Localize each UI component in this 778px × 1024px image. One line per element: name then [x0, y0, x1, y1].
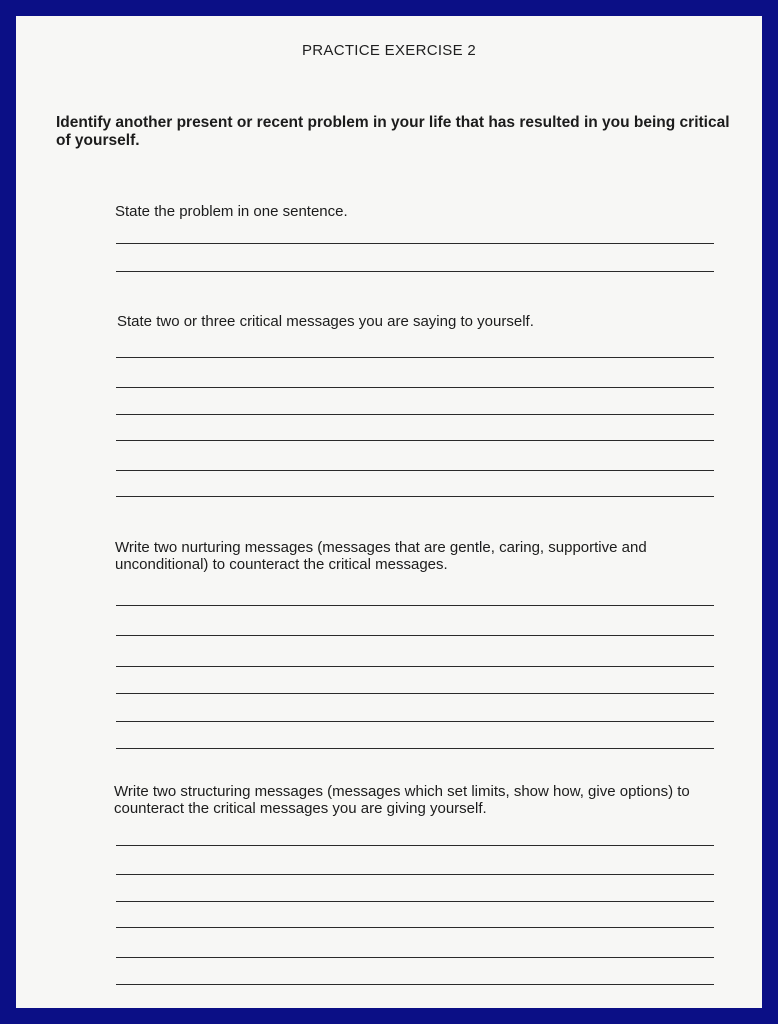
- answer-line[interactable]: [116, 605, 714, 606]
- answer-line[interactable]: [116, 874, 714, 875]
- answer-line[interactable]: [116, 748, 714, 749]
- answer-line[interactable]: [116, 271, 714, 272]
- worksheet-page: [16, 16, 762, 1008]
- section-3-prompt: Write two nurturing messages (messages that are gentle, caring, supportive and unconditional) to counteract the critical messages.: [115, 539, 647, 573]
- answer-line[interactable]: [116, 440, 714, 441]
- answer-line[interactable]: [116, 845, 714, 846]
- answer-line[interactable]: [116, 635, 714, 636]
- page-title: PRACTICE EXERCISE 2: [301, 42, 477, 59]
- section-2-prompt: State two or three critical messages you are saying to yourself.: [117, 313, 534, 330]
- section-1-prompt: State the problem in one sentence.: [115, 203, 348, 220]
- answer-line[interactable]: [116, 357, 714, 358]
- answer-line[interactable]: [116, 243, 714, 244]
- answer-line[interactable]: [116, 927, 714, 928]
- instruction-text: Identify another present or recent problem in your life that has resulted in you being critical of yourself.: [56, 114, 730, 149]
- answer-line[interactable]: [116, 496, 714, 497]
- answer-line[interactable]: [116, 984, 714, 985]
- answer-line[interactable]: [116, 414, 714, 415]
- section-4-prompt: Write two structuring messages (messages which set limits, show how, give options) to counteract the critical messages you are giving yourself.: [114, 783, 690, 817]
- answer-line[interactable]: [116, 901, 714, 902]
- answer-line[interactable]: [116, 693, 714, 694]
- answer-line[interactable]: [116, 666, 714, 667]
- answer-line[interactable]: [116, 387, 714, 388]
- answer-line[interactable]: [116, 721, 714, 722]
- answer-line[interactable]: [116, 470, 714, 471]
- answer-line[interactable]: [116, 957, 714, 958]
